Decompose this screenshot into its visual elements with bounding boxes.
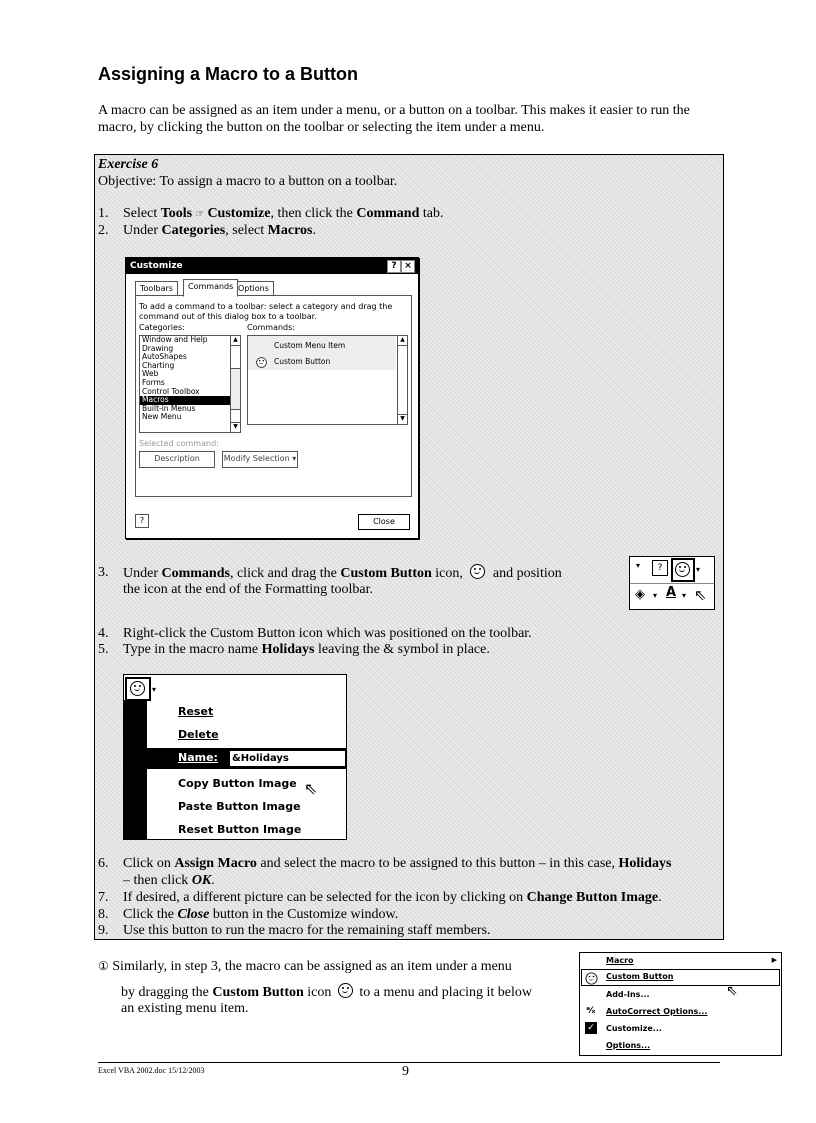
name-input[interactable]: &Holidays xyxy=(229,750,346,767)
step-text: Click on xyxy=(123,856,175,871)
commands-label: Commands: xyxy=(247,323,295,332)
formatting-toolbar-snippet xyxy=(629,556,715,610)
step-number: 1. xyxy=(98,206,109,221)
menu-item-name: Name: xyxy=(178,751,218,764)
custom-button-row[interactable] xyxy=(581,969,780,986)
step-text: , then click the xyxy=(270,206,357,221)
step-bold: Holidays xyxy=(261,642,315,657)
note-text: by dragging the xyxy=(121,985,213,1000)
menu-item-addins[interactable]: Add-Ins... xyxy=(606,990,650,999)
exercise-title: Exercise 6 xyxy=(98,157,159,172)
exercise-objective: Objective: To assign a macro to a button on a toolbar. xyxy=(98,174,398,189)
categories-list[interactable] xyxy=(139,335,241,433)
tab-toolbars[interactable]: Toolbars xyxy=(135,281,178,296)
menu-item-autocorrect[interactable]: AutoCorrect Options... xyxy=(606,1007,708,1016)
menu-item-reset-image[interactable]: Reset Button Image xyxy=(178,823,302,836)
step-number: 7. xyxy=(98,890,109,905)
list-item[interactable]: New Menu xyxy=(142,412,182,422)
step-1 xyxy=(123,205,443,223)
selected-command-label: Selected command: xyxy=(139,439,219,448)
scroll-up-icon[interactable]: ▲ xyxy=(398,336,407,346)
submenu-arrow-icon: ▶ xyxy=(771,956,777,964)
smiley-icon xyxy=(256,357,267,368)
commands-panel xyxy=(135,295,412,497)
step-bold: Assign Macro xyxy=(174,856,257,871)
scroll-down-icon[interactable]: ▼ xyxy=(231,422,240,432)
list-item[interactable]: Custom Button xyxy=(274,357,331,366)
step-bold: Command xyxy=(356,206,420,221)
smiley-icon xyxy=(675,562,690,577)
scroll-up-icon[interactable]: ▲ xyxy=(231,336,240,346)
step-text: If desired, a different picture can be selected for the icon by clicking on xyxy=(123,890,527,905)
menu-item-copy-image[interactable]: Copy Button Image xyxy=(178,777,297,790)
list-item[interactable]: Web xyxy=(142,369,159,379)
step-text: . xyxy=(211,873,215,888)
menu-item-reset[interactable]: Reset xyxy=(178,705,214,718)
dialog-title: Customize xyxy=(130,261,183,271)
step-text: button in the Customize window. xyxy=(209,907,399,922)
menu-item-customize[interactable]: Customize... xyxy=(606,1024,662,1033)
menu-item-options[interactable]: Options... xyxy=(606,1041,651,1050)
close-icon[interactable]: × xyxy=(401,260,415,273)
list-item[interactable]: Drawing xyxy=(142,343,174,353)
step-text: Type in the macro name xyxy=(123,642,262,657)
menu-item-paste-image[interactable]: Paste Button Image xyxy=(178,800,301,813)
intro-paragraph: A macro can be assigned as an item under a menu, or a button on a toolbar. This makes it easier to run the macro, by clicking the button on the toolbar or selecting the item under a menu. xyxy=(98,103,690,135)
dropdown-arrow-icon: ▾ xyxy=(682,591,687,600)
list-item[interactable]: Control Toolbox xyxy=(142,386,200,396)
autocorrect-icon: ᵃ⁄ₓ xyxy=(586,1006,596,1016)
list-item[interactable]: Charting xyxy=(142,360,175,370)
step-number: 2. xyxy=(98,223,109,238)
step-bold: Custom Button xyxy=(340,566,432,581)
note-bold: Custom Button xyxy=(212,985,304,1000)
step-text: . xyxy=(658,890,662,905)
list-item[interactable]: AutoShapes xyxy=(142,352,187,362)
step-bold: OK xyxy=(191,873,212,888)
step-bold: Commands xyxy=(161,566,230,581)
mouse-pointer-icon: ⇖ xyxy=(694,586,707,604)
step-text: icon, xyxy=(431,566,463,581)
step-5 xyxy=(123,641,490,658)
step-text: – then click xyxy=(123,873,192,888)
menu-item-delete[interactable]: Delete xyxy=(178,728,219,741)
step-text: , click and drag the xyxy=(229,566,341,581)
step-2 xyxy=(123,222,316,239)
list-item[interactable]: Built-in Menus xyxy=(142,403,196,413)
scrollbar[interactable] xyxy=(230,336,240,432)
description-button[interactable]: Description xyxy=(139,451,215,468)
smiley-icon xyxy=(470,564,485,579)
help-icon[interactable]: ? xyxy=(652,560,668,576)
custom-button-icon[interactable] xyxy=(671,558,695,582)
step-text: , select xyxy=(225,223,268,238)
footer-rule xyxy=(98,1062,720,1063)
step-number: 3. xyxy=(98,565,109,580)
pointer-icon: ☞ xyxy=(192,209,208,220)
note-line-3: an existing menu item. xyxy=(121,1001,249,1016)
dropdown-arrow-icon: ▾ xyxy=(696,565,701,574)
smiley-icon xyxy=(130,681,145,696)
step-8 xyxy=(123,906,398,923)
help-icon[interactable]: ? xyxy=(387,260,401,273)
help-icon[interactable]: ? xyxy=(135,514,149,528)
step-bold: Customize xyxy=(207,206,271,221)
step-text: Under xyxy=(123,223,162,238)
note-line-2 xyxy=(121,983,532,1001)
step-3-line2: the icon at the end of the Formatting toolbar. xyxy=(123,582,373,597)
step-9: Use this button to run the macro for the remaining staff members. xyxy=(123,923,491,938)
smiley-icon xyxy=(338,983,353,998)
categories-label: Categories: xyxy=(139,323,185,332)
menu-item-custom-button[interactable]: Custom Button xyxy=(606,972,674,981)
step-bold: Holidays xyxy=(618,856,672,871)
step-text: Click the xyxy=(123,907,178,922)
step-6-line2 xyxy=(123,872,215,889)
button-context-menu xyxy=(123,674,347,840)
menu-item-name-row[interactable] xyxy=(147,748,346,769)
step-text: Under xyxy=(123,566,162,581)
step-number: 5. xyxy=(98,642,109,657)
step-text: leaving the & symbol in place. xyxy=(314,642,490,657)
customize-dialog xyxy=(125,257,419,539)
step-number: 8. xyxy=(98,907,109,922)
font-color-icon[interactable]: A xyxy=(666,585,677,600)
dropdown-arrow-icon: ▾ xyxy=(653,591,658,600)
smiley-icon xyxy=(586,973,598,985)
step-text: and select the macro to be assigned to this button – in this case, xyxy=(256,856,619,871)
list-item-selected[interactable]: Macros xyxy=(140,396,230,405)
step-bold: Macros xyxy=(267,223,313,238)
mouse-pointer-icon: ⇖ xyxy=(726,983,738,999)
step-7 xyxy=(123,889,662,906)
commands-list[interactable] xyxy=(247,335,408,425)
list-item[interactable]: Custom Menu Item xyxy=(274,341,346,350)
modify-selection-button[interactable]: Modify Selection ▾ xyxy=(222,451,298,468)
tab-commands[interactable]: Commands xyxy=(183,279,238,297)
note-line-1 xyxy=(98,958,512,975)
step-text: tab. xyxy=(419,206,444,221)
scroll-down-icon[interactable]: ▼ xyxy=(398,414,407,424)
fill-color-icon[interactable]: ◈ xyxy=(635,587,645,602)
page-heading: Assigning a Macro to a Button xyxy=(98,64,359,84)
note-text: to a menu and placing it below xyxy=(355,985,533,1000)
dropdown-arrow-icon: ▾ xyxy=(636,561,641,570)
check-icon: ✓ xyxy=(585,1022,597,1034)
close-button[interactable]: Close xyxy=(358,514,410,530)
menu-sidebar xyxy=(124,700,147,839)
step-number: 4. xyxy=(98,626,109,641)
mouse-pointer-icon: ⇖ xyxy=(304,779,318,798)
step-text: and position xyxy=(489,566,562,581)
step-text: . xyxy=(312,223,316,238)
list-item[interactable]: Forms xyxy=(142,377,165,387)
note-text: icon xyxy=(303,985,332,1000)
step-bold: Categories xyxy=(161,223,226,238)
tools-menu-snippet xyxy=(579,952,782,1056)
step-number: 9. xyxy=(98,923,109,938)
dialog-titlebar xyxy=(126,258,418,274)
step-3 xyxy=(123,564,562,582)
info-icon: ① xyxy=(98,959,109,973)
dropdown-arrow-icon: ▾ xyxy=(152,685,157,694)
step-bold: Close xyxy=(177,907,210,922)
step-4: Right-click the Custom Button icon which was positioned on the toolbar. xyxy=(123,626,532,641)
instruction-line: To add a command to a toolbar: select a category and drag the xyxy=(139,302,393,311)
tab-options[interactable]: Options xyxy=(233,281,274,296)
scroll-thumb[interactable] xyxy=(231,368,240,410)
footer-text: Excel VBA 2002.doc 15/12/2003 xyxy=(98,1066,205,1075)
step-bold: Tools xyxy=(160,206,193,221)
note-text: Similarly, in step 3, the macro can be assigned as an item under a menu xyxy=(112,959,512,974)
menu-item-macro[interactable]: Macro xyxy=(606,956,634,965)
step-6 xyxy=(123,855,671,872)
page-number: 9 xyxy=(402,1064,409,1079)
step-number: 6. xyxy=(98,856,109,871)
step-bold: Change Button Image xyxy=(526,890,659,905)
instruction-line: command out of this dialog box to a toolbar. xyxy=(139,312,317,321)
custom-button-icon[interactable] xyxy=(125,677,151,701)
step-text: Select xyxy=(123,206,161,221)
list-item[interactable]: Window and Help xyxy=(142,335,208,344)
scrollbar[interactable] xyxy=(397,336,407,424)
